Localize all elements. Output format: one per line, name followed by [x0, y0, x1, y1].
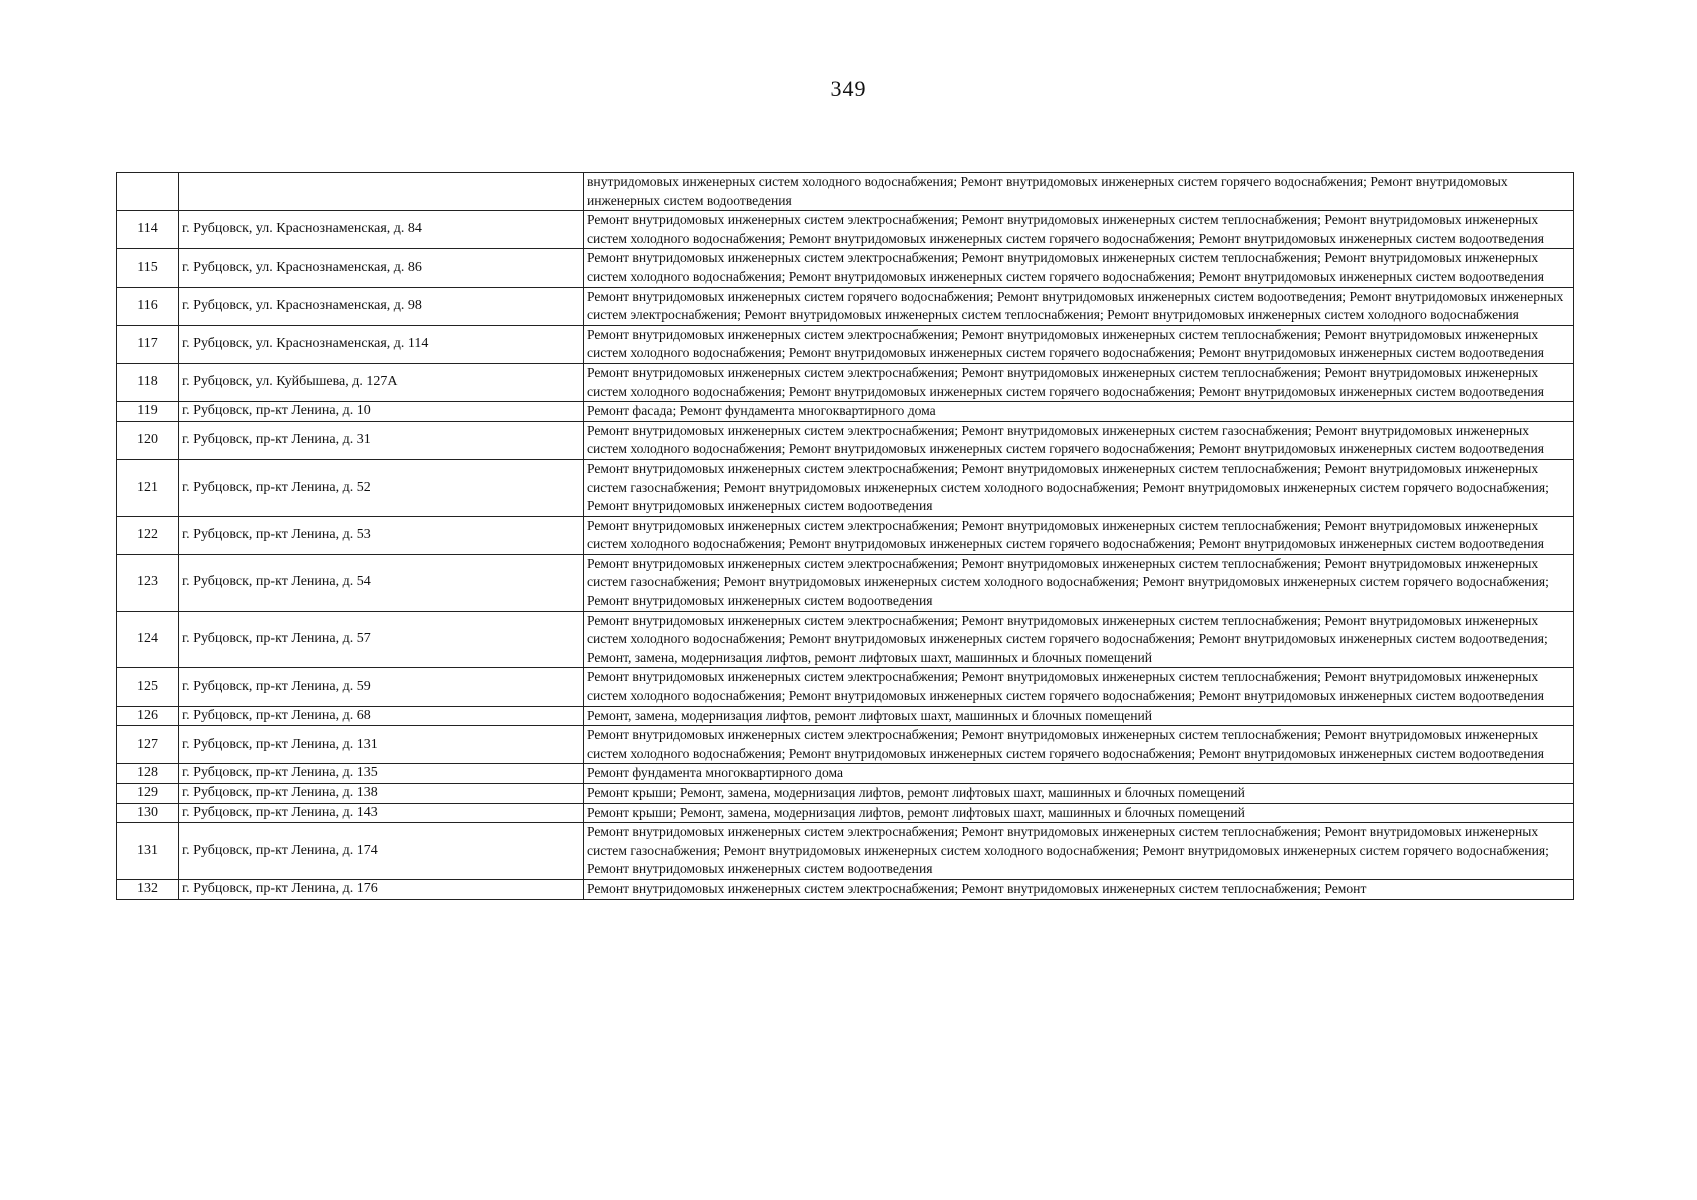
table-row	[117, 173, 1574, 211]
building-address: г. Рубцовск, пр-кт Ленина, д. 138	[179, 784, 584, 804]
building-address: г. Рубцовск, пр-кт Ленина, д. 31	[179, 421, 584, 459]
works-list: Ремонт внутридомовых инженерных систем электроснабжения; Ремонт внутридомовых инженерных систем теплоснабжения; Ремонт внутридомовых инженерных систем холодного водоснабжения; Ремонт внутридомовых инженерных систем горячего водоснабжения; Ремонт внутридомовых инженерных систем водоотведения	[584, 249, 1574, 287]
building-address: г. Рубцовск, пр-кт Ленина, д. 131	[179, 726, 584, 764]
table-row	[117, 611, 1574, 668]
building-address: г. Рубцовск, пр-кт Ленина, д. 68	[179, 706, 584, 726]
building-address: г. Рубцовск, пр-кт Ленина, д. 52	[179, 459, 584, 516]
building-address: г. Рубцовск, ул. Краснознаменская, д. 98	[179, 287, 584, 325]
building-address: г. Рубцовск, пр-кт Ленина, д. 53	[179, 516, 584, 554]
building-address: г. Рубцовск, пр-кт Ленина, д. 10	[179, 402, 584, 422]
building-address: г. Рубцовск, ул. Краснознаменская, д. 86	[179, 249, 584, 287]
table-row	[117, 363, 1574, 401]
table-row	[117, 764, 1574, 784]
building-address: г. Рубцовск, пр-кт Ленина, д. 135	[179, 764, 584, 784]
building-address: г. Рубцовск, пр-кт Ленина, д. 143	[179, 803, 584, 823]
repair-works-table	[116, 172, 1574, 900]
table-row	[117, 421, 1574, 459]
table-row	[117, 325, 1574, 363]
row-number: 123	[117, 554, 179, 611]
table-row	[117, 803, 1574, 823]
row-number: 131	[117, 823, 179, 880]
works-list: Ремонт внутридомовых инженерных систем электроснабжения; Ремонт внутридомовых инженерных систем теплоснабжения; Ремонт внутридомовых инженерных систем газоснабжения; Ремонт внутридомовых инженерных систем холодного водоснабжения; Ремонт внутридомовых инженерных систем горячего водоснабжения; Ремонт внутридомовых инженерных систем водоотведения	[584, 459, 1574, 516]
building-address: г. Рубцовск, ул. Куйбышева, д. 127А	[179, 363, 584, 401]
row-number: 130	[117, 803, 179, 823]
table-row	[117, 211, 1574, 249]
row-number: 115	[117, 249, 179, 287]
row-number: 120	[117, 421, 179, 459]
table-body	[117, 173, 1574, 900]
works-list: Ремонт внутридомовых инженерных систем электроснабжения; Ремонт внутридомовых инженерных систем теплоснабжения; Ремонт	[584, 879, 1574, 899]
works-list: Ремонт внутридомовых инженерных систем электроснабжения; Ремонт внутридомовых инженерных систем теплоснабжения; Ремонт внутридомовых инженерных систем холодного водоснабжения; Ремонт внутридомовых инженерных систем горячего водоснабжения; Ремонт внутридомовых инженерных систем водоотведения	[584, 726, 1574, 764]
works-list: Ремонт внутридомовых инженерных систем горячего водоснабжения; Ремонт внутридомовых инженерных систем водоотведения; Ремонт внутридомовых инженерных систем электроснабжения; Ремонт внутридомовых инженерных систем теплоснабжения; Ремонт внутридомовых инженерных систем холодного водоснабжения	[584, 287, 1574, 325]
row-number: 122	[117, 516, 179, 554]
table-row	[117, 554, 1574, 611]
table-row	[117, 249, 1574, 287]
building-address: г. Рубцовск, пр-кт Ленина, д. 176	[179, 879, 584, 899]
building-address	[179, 173, 584, 211]
works-list: Ремонт фасада; Ремонт фундамента многоквартирного дома	[584, 402, 1574, 422]
works-list: Ремонт крыши; Ремонт, замена, модернизация лифтов, ремонт лифтовых шахт, машинных и блочных помещений	[584, 803, 1574, 823]
row-number: 128	[117, 764, 179, 784]
row-number: 125	[117, 668, 179, 706]
works-list: Ремонт внутридомовых инженерных систем электроснабжения; Ремонт внутридомовых инженерных систем теплоснабжения; Ремонт внутридомовых инженерных систем холодного водоснабжения; Ремонт внутридомовых инженерных систем горячего водоснабжения; Ремонт внутридомовых инженерных систем водоотведения	[584, 211, 1574, 249]
works-list: Ремонт внутридомовых инженерных систем электроснабжения; Ремонт внутридомовых инженерных систем газоснабжения; Ремонт внутридомовых инженерных систем холодного водоснабжения; Ремонт внутридомовых инженерных систем горячего водоснабжения; Ремонт внутридомовых инженерных систем водоотведения	[584, 421, 1574, 459]
building-address: г. Рубцовск, ул. Краснознаменская, д. 114	[179, 325, 584, 363]
row-number: 127	[117, 726, 179, 764]
row-number: 121	[117, 459, 179, 516]
works-list: Ремонт внутридомовых инженерных систем электроснабжения; Ремонт внутридомовых инженерных систем теплоснабжения; Ремонт внутридомовых инженерных систем холодного водоснабжения; Ремонт внутридомовых инженерных систем горячего водоснабжения; Ремонт внутридомовых инженерных систем водоотведения	[584, 325, 1574, 363]
building-address: г. Рубцовск, пр-кт Ленина, д. 54	[179, 554, 584, 611]
table-row	[117, 516, 1574, 554]
table-row	[117, 784, 1574, 804]
works-list: внутридомовых инженерных систем холодного водоснабжения; Ремонт внутридомовых инженерных систем горячего водоснабжения; Ремонт внутридомовых инженерных систем водоотведения	[584, 173, 1574, 211]
works-list: Ремонт, замена, модернизация лифтов, ремонт лифтовых шахт, машинных и блочных помещений	[584, 706, 1574, 726]
row-number: 116	[117, 287, 179, 325]
row-number: 118	[117, 363, 179, 401]
building-address: г. Рубцовск, пр-кт Ленина, д. 59	[179, 668, 584, 706]
table-row	[117, 706, 1574, 726]
table-row	[117, 726, 1574, 764]
table-row	[117, 823, 1574, 880]
building-address: г. Рубцовск, ул. Краснознаменская, д. 84	[179, 211, 584, 249]
table-row	[117, 668, 1574, 706]
table-row	[117, 402, 1574, 422]
row-number: 126	[117, 706, 179, 726]
row-number: 132	[117, 879, 179, 899]
table-row	[117, 287, 1574, 325]
row-number: 119	[117, 402, 179, 422]
building-address: г. Рубцовск, пр-кт Ленина, д. 57	[179, 611, 584, 668]
row-number	[117, 173, 179, 211]
row-number: 117	[117, 325, 179, 363]
works-list: Ремонт внутридомовых инженерных систем электроснабжения; Ремонт внутридомовых инженерных систем теплоснабжения; Ремонт внутридомовых инженерных систем холодного водоснабжения; Ремонт внутридомовых инженерных систем горячего водоснабжения; Ремонт внутридомовых инженерных систем водоотведения	[584, 516, 1574, 554]
works-list: Ремонт внутридомовых инженерных систем электроснабжения; Ремонт внутридомовых инженерных систем теплоснабжения; Ремонт внутридомовых инженерных систем газоснабжения; Ремонт внутридомовых инженерных систем холодного водоснабжения; Ремонт внутридомовых инженерных систем горячего водоснабжения; Ремонт внутридомовых инженерных систем водоотведения	[584, 823, 1574, 880]
works-list: Ремонт фундамента многоквартирного дома	[584, 764, 1574, 784]
works-list: Ремонт внутридомовых инженерных систем электроснабжения; Ремонт внутридомовых инженерных систем теплоснабжения; Ремонт внутридомовых инженерных систем холодного водоснабжения; Ремонт внутридомовых инженерных систем горячего водоснабжения; Ремонт внутридомовых инженерных систем водоотведения; Ремонт, замена, модернизация лифтов, ремонт лифтовых шахт, машинных и блочных помещений	[584, 611, 1574, 668]
building-address: г. Рубцовск, пр-кт Ленина, д. 174	[179, 823, 584, 880]
row-number: 124	[117, 611, 179, 668]
table-row	[117, 879, 1574, 899]
works-list: Ремонт внутридомовых инженерных систем электроснабжения; Ремонт внутридомовых инженерных систем теплоснабжения; Ремонт внутридомовых инженерных систем газоснабжения; Ремонт внутридомовых инженерных систем холодного водоснабжения; Ремонт внутридомовых инженерных систем горячего водоснабжения; Ремонт внутридомовых инженерных систем водоотведения	[584, 554, 1574, 611]
works-list: Ремонт внутридомовых инженерных систем электроснабжения; Ремонт внутридомовых инженерных систем теплоснабжения; Ремонт внутридомовых инженерных систем холодного водоснабжения; Ремонт внутридомовых инженерных систем горячего водоснабжения; Ремонт внутридомовых инженерных систем водоотведения	[584, 668, 1574, 706]
page-number: 349	[830, 76, 867, 101]
row-number: 114	[117, 211, 179, 249]
table-row	[117, 459, 1574, 516]
works-list: Ремонт крыши; Ремонт, замена, модернизация лифтов, ремонт лифтовых шахт, машинных и блочных помещений	[584, 784, 1574, 804]
row-number: 129	[117, 784, 179, 804]
works-list: Ремонт внутридомовых инженерных систем электроснабжения; Ремонт внутридомовых инженерных систем теплоснабжения; Ремонт внутридомовых инженерных систем холодного водоснабжения; Ремонт внутридомовых инженерных систем горячего водоснабжения; Ремонт внутридомовых инженерных систем водоотведения	[584, 363, 1574, 401]
